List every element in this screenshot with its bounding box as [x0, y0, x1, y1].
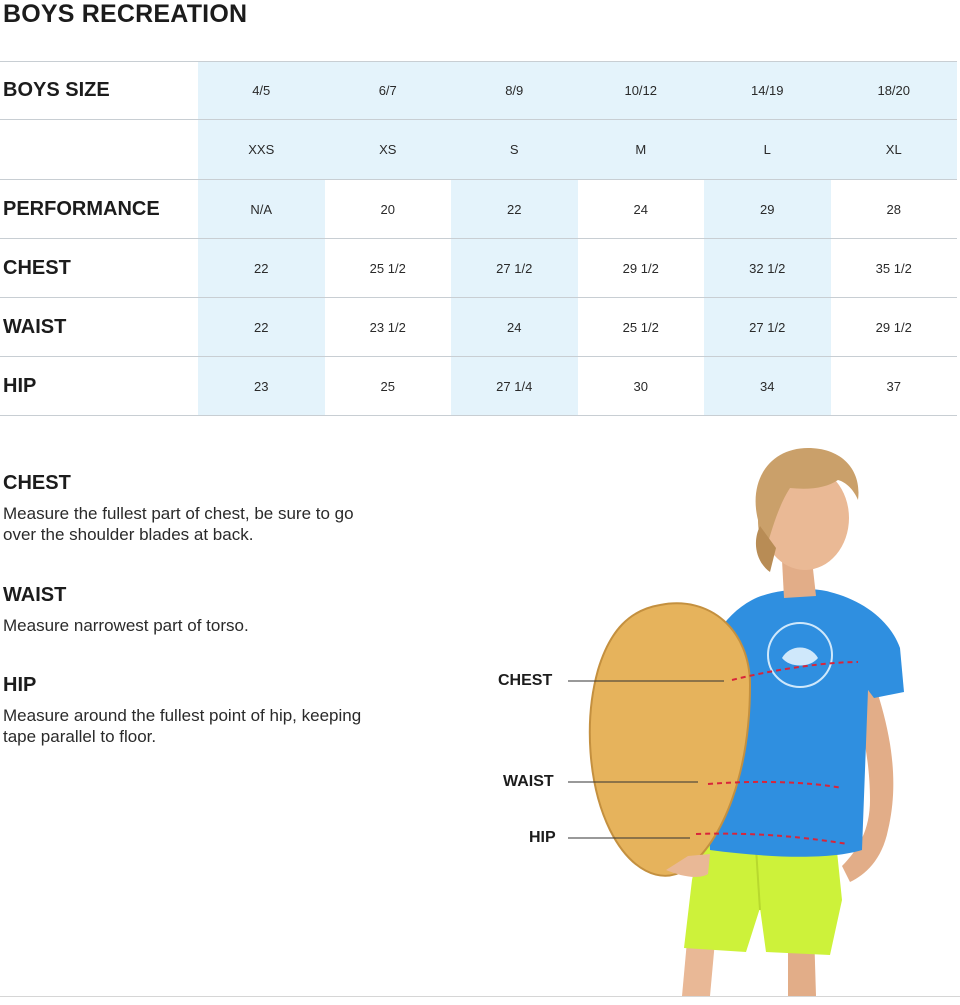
measure-desc-hip: Measure around the fullest point of hip, keeping tape parallel to floor.	[3, 706, 362, 746]
table-cell: 20	[325, 180, 452, 239]
size-number-cell: 6/7	[325, 62, 452, 120]
size-number-cell: 4/5	[198, 62, 325, 120]
table-row-performance	[0, 180, 957, 239]
diagram-label-waist: WAIST	[503, 773, 554, 790]
table-cell: 23 1/2	[325, 298, 452, 357]
table-row-hip	[0, 357, 957, 416]
size-number-cell: 8/9	[451, 62, 578, 120]
table-cell: 24	[451, 298, 578, 357]
table-row-chest	[0, 239, 957, 298]
table-cell: 27 1/2	[704, 298, 831, 357]
size-letter-cell: XS	[325, 120, 452, 180]
size-chart-table	[0, 61, 957, 416]
size-number-cell: 14/19	[704, 62, 831, 120]
table-cell: N/A	[198, 180, 325, 239]
boy-with-surfboard-illustration	[470, 430, 960, 1000]
diagram-label-hip: HIP	[529, 829, 556, 846]
page-title: BOYS RECREATION	[3, 0, 248, 28]
row-label-boys-size: BOYS SIZE	[0, 62, 198, 120]
table-cell: 34	[704, 357, 831, 416]
table-cell: 28	[831, 180, 958, 239]
measure-guide-hip	[3, 674, 403, 747]
table-cell: 22	[451, 180, 578, 239]
row-label-empty	[0, 120, 198, 180]
measure-title-chest: CHEST	[3, 472, 71, 494]
table-row-waist	[0, 298, 957, 357]
table-cell: 25 1/2	[325, 239, 452, 298]
row-label-chest: CHEST	[0, 239, 198, 298]
bottom-divider	[0, 996, 960, 997]
measure-title-waist: WAIST	[3, 584, 67, 606]
measure-guide-chest	[3, 472, 403, 545]
size-number-cell: 10/12	[578, 62, 705, 120]
table-cell: 22	[198, 239, 325, 298]
measure-desc-waist: Measure narrowest part of torso.	[3, 616, 249, 635]
table-cell: 32 1/2	[704, 239, 831, 298]
table-cell: 37	[831, 357, 958, 416]
table-cell: 22	[198, 298, 325, 357]
row-label-hip: HIP	[0, 357, 198, 416]
table-cell: 27 1/4	[451, 357, 578, 416]
row-label-performance: PERFORMANCE	[0, 180, 198, 239]
table-cell: 25	[325, 357, 452, 416]
size-letter-cell: M	[578, 120, 705, 180]
size-letter-cell: L	[704, 120, 831, 180]
table-row-size-numbers	[0, 62, 957, 120]
diagram-label-chest: CHEST	[498, 672, 553, 689]
table-cell: 29 1/2	[831, 298, 958, 357]
model-photo	[470, 430, 960, 1000]
table-cell: 25 1/2	[578, 298, 705, 357]
table-cell: 24	[578, 180, 705, 239]
table-cell: 35 1/2	[831, 239, 958, 298]
size-letter-cell: S	[451, 120, 578, 180]
table-cell: 29	[704, 180, 831, 239]
size-number-cell: 18/20	[831, 62, 958, 120]
measure-title-hip: HIP	[3, 674, 37, 696]
size-letter-cell: XXS	[198, 120, 325, 180]
table-cell: 29 1/2	[578, 239, 705, 298]
table-cell: 23	[198, 357, 325, 416]
table-cell: 30	[578, 357, 705, 416]
measure-desc-chest: Measure the fullest part of chest, be sure to go over the shoulder blades at back.	[3, 504, 354, 544]
row-label-waist: WAIST	[0, 298, 198, 357]
table-cell: 27 1/2	[451, 239, 578, 298]
table-row-size-letters	[0, 120, 957, 180]
size-letter-cell: XL	[831, 120, 958, 180]
measure-guide-waist	[3, 584, 403, 636]
